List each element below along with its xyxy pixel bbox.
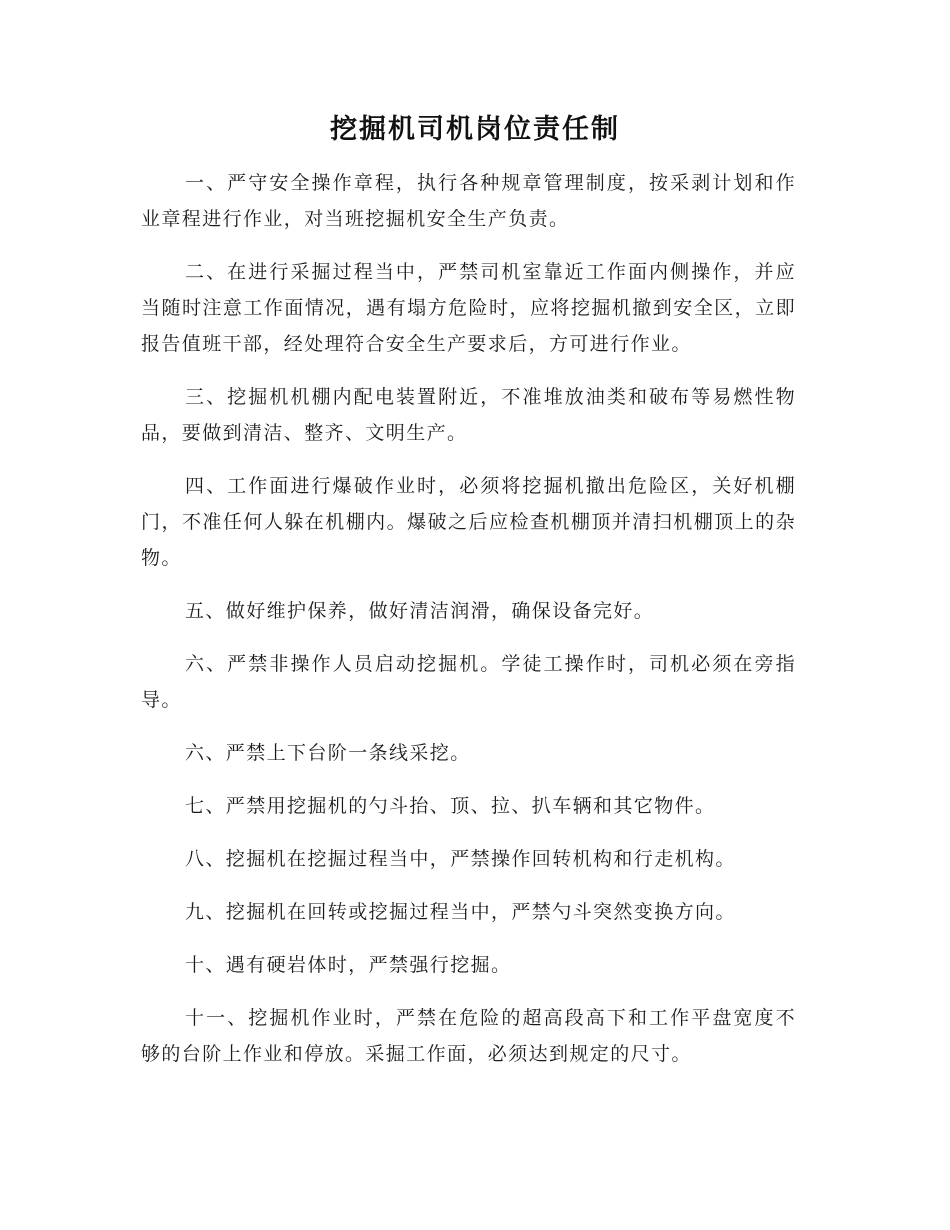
paragraph-3: 三、挖掘机机棚内配电装置附近，不准堆放油类和破布等易燃性物品，要做到清洁、整齐、文明生产。: [141, 386, 796, 444]
paragraph-10: 九、挖掘机在回转或挖掘过程当中，严禁勺斗突然变换方向。: [185, 901, 736, 923]
paragraph-12: 十一、挖掘机作业时，严禁在危险的超高段高下和工作平盘宽度不够的台阶上作业和停放。采掘工作面，必须达到规定的尺寸。: [141, 1007, 796, 1065]
paragraph-11: 十、遇有硬岩体时，严禁强行挖掘。: [185, 954, 512, 976]
paragraph-5: 五、做好维护保养，做好清洁润滑，确保设备完好。: [185, 600, 655, 622]
paragraph-6: 六、严禁非操作人员启动挖掘机。学徒工操作时，司机必须在旁指导。: [141, 653, 796, 711]
document-body: [141, 165, 796, 1089]
paragraph-1: 一、严守安全操作章程，执行各种规章管理制度，按采剥计划和作业章程进行作业，对当班挖掘机安全生产负责。: [141, 172, 796, 230]
paragraph-2: 二、在进行采掘过程当中，严禁司机室靠近工作面内侧操作，并应当随时注意工作面情况，遇有塌方危险时，应将挖掘机撤到安全区，立即报告值班干部，经处理符合安全生产要求后，方可进行作业。: [141, 261, 796, 355]
paragraph-7: 六、严禁上下台阶一条线采挖。: [185, 742, 471, 764]
paragraph-9: 八、挖掘机在挖掘过程当中，严禁操作回转机构和行走机构。: [185, 848, 736, 870]
paragraph-8: 七、严禁用挖掘机的勺斗抬、顶、拉、扒车辆和其它物件。: [185, 795, 716, 817]
paragraph-4: 四、工作面进行爆破作业时，必须将挖掘机撤出危险区，关好机棚门，不准任何人躲在机棚内。爆破之后应检查机棚顶并清扫机棚顶上的杂物。: [141, 475, 796, 569]
document-title: 挖掘机司机岗位责任制: [330, 114, 620, 145]
